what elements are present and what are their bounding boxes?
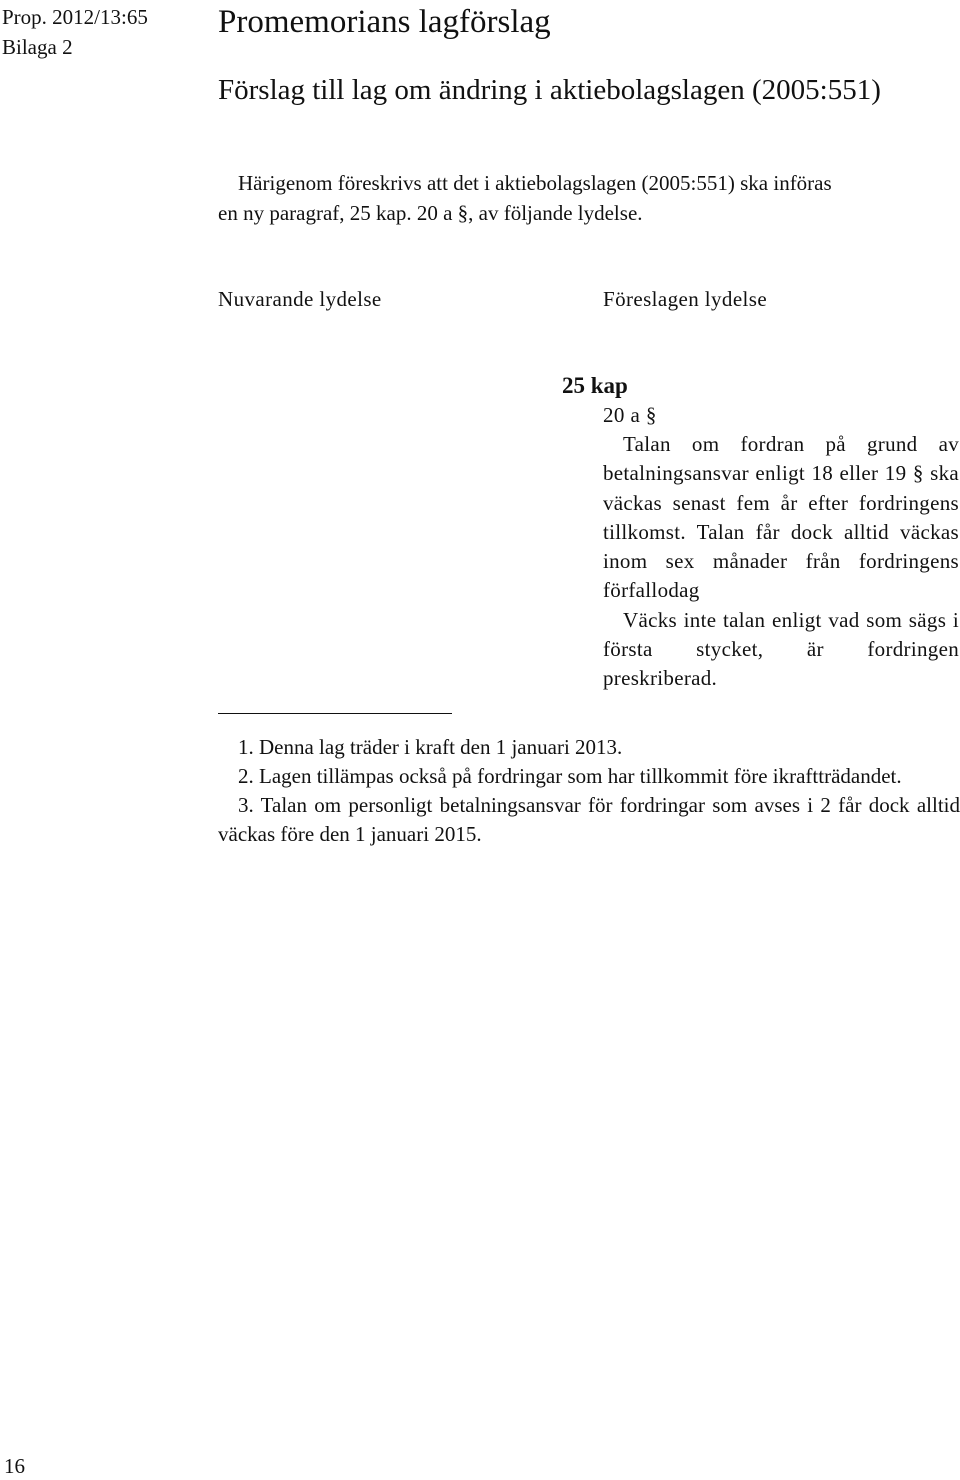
page-title: Promemorians lagförslag bbox=[218, 4, 551, 40]
section-heading: 20 a § bbox=[603, 403, 657, 427]
proposed-text bbox=[603, 430, 959, 694]
section-divider bbox=[218, 713, 452, 714]
law-title: Förslag till lag om ändring i aktiebolagslagen (2005:551) bbox=[218, 74, 881, 106]
prop-reference: Prop. 2012/13:65 bbox=[2, 5, 148, 29]
proposed-paragraph-2: Väcks inte talan enligt vad som sägs i första stycket, är fordringen preskriberad. bbox=[603, 607, 959, 691]
current-wording-heading: Nuvarande lydelse bbox=[218, 287, 382, 311]
chapter-heading: 25 kap bbox=[562, 373, 628, 398]
intro-line-1: Härigenom föreskrivs att det i aktiebolagslagen (2005:551) ska införas bbox=[238, 171, 832, 195]
transitional-item-3: 3. Talan om personligt betalningsansvar för fordringar som avses i 2 får dock alltid väckas före den 1 januari 2015. bbox=[218, 793, 960, 846]
transitional-provisions bbox=[218, 733, 960, 849]
intro-paragraph bbox=[218, 168, 960, 228]
page-number: 16 bbox=[4, 1454, 25, 1478]
proposed-paragraph-1: Talan om fordran på grund av betalningsansvar enligt 18 eller 19 § ska väckas senast fem år efter fordringens tillkomst. Talan får dock alltid väckas inom sex månader från fordringens förfallodag bbox=[603, 432, 959, 603]
proposed-wording-heading: Föreslagen lydelse bbox=[603, 287, 768, 311]
appendix-label: Bilaga 2 bbox=[2, 35, 73, 59]
intro-line-2: en ny paragraf, 25 kap. 20 a §, av följande lydelse. bbox=[218, 201, 643, 225]
side-reference bbox=[2, 2, 148, 62]
transitional-item-1: 1. Denna lag träder i kraft den 1 januari 2013. bbox=[238, 735, 623, 759]
transitional-item-2: 2. Lagen tillämpas också på fordringar som har tillkommit före ikraftträdandet. bbox=[238, 764, 902, 788]
